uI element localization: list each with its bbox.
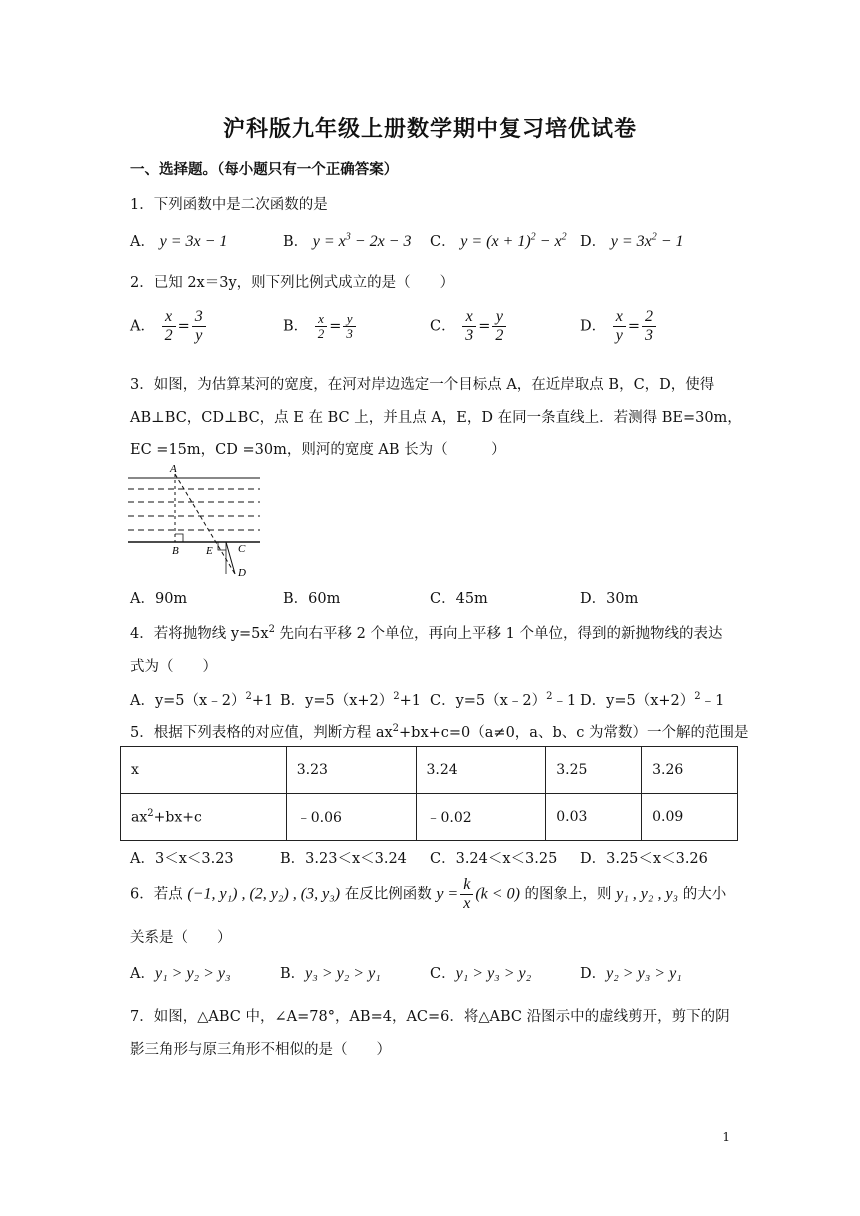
q5-option-c: C．3.24＜x＜3.25 [430, 851, 558, 867]
fig-label-b: B [172, 545, 179, 557]
q1-option-c: C． $y = (x + 1)^2 - x^2$ [430, 231, 567, 250]
q6-option-d: D．y₂ > y₃ > y₁ [580, 965, 682, 982]
q2-option-b: B． $\frac{x}{2}$ = $\frac{y}{3}$ [283, 312, 358, 341]
question-1-stem: 1．下列函数中是二次函数的是 [130, 197, 328, 213]
q1-option-b: B． $y = x^3 - 2x - 3$ [283, 231, 412, 250]
value-table [120, 746, 738, 841]
table-row [121, 794, 738, 841]
q3-option-b: B．60m [283, 591, 341, 607]
table-cell: 3.23 [286, 747, 416, 794]
table-cell: 0.09 [642, 794, 738, 841]
question-4-line-1: 4．若将抛物线 $y=5x^2$ 先向右平移 2 个单位，再向上平移 1 个单位，得到的新抛物线的表达 [130, 624, 723, 642]
page-number: 1 [722, 1130, 730, 1144]
river-width-figure [128, 462, 263, 580]
table-cell: x [121, 747, 287, 794]
q1-option-a: A． y = 3x − 1 [130, 233, 228, 250]
table-row [121, 747, 738, 794]
q5-option-a: A．3＜x＜3.23 [130, 851, 234, 867]
question-2-stem: 2．已知 2x＝3y，则下列比例式成立的是（ ） [130, 275, 455, 291]
q6-option-b: B．y₃ > y₂ > y₁ [280, 965, 381, 982]
fig-label-e: E [206, 545, 213, 557]
q2-option-c: C． $\frac{x}{3}$ = $\frac{y}{2}$ [430, 308, 508, 345]
q4-option-a: A．y=5（x﹣2）$^2$+1 [130, 691, 274, 709]
table-cell: 0.03 [546, 794, 642, 841]
table-cell: 3.24 [416, 747, 546, 794]
q2-option-a: A． $\frac{x}{2}$ = $\frac{3}{y}$ [130, 308, 208, 345]
q3-option-c: C．45m [430, 591, 488, 607]
fig-label-d: D [238, 567, 246, 579]
q6-option-a: A．y₁ > y₂ > y₃ [130, 965, 231, 982]
question-3-line-3: EC =15m，CD =30m，则河的宽度 AB 长为（ ） [130, 442, 506, 458]
question-7-line-2: 影三角形与原三角形不相似的是（ ） [130, 1042, 391, 1058]
question-7-line-1: 7．如图，△ABC 中，∠A=78°，AB=4，AC=6．将△ABC 沿图示中的虚线剪开，剪下的阴 [130, 1009, 730, 1025]
q3-option-d: D．30m [580, 591, 639, 607]
q4-option-b: B．$y=5(x+2)^2+1$ [280, 691, 422, 709]
q2-option-d: D． $\frac{x}{y}$ = $\frac{2}{3}$ [580, 308, 658, 345]
question-6-line-2: 关系是（ ） [130, 930, 232, 946]
question-3-line-2: AB⊥BC，CD⊥BC，点 E 在 BC 上，并且点 A，E，D 在同一条直线上．若测得 BE=30m， [130, 410, 742, 426]
question-3-line-1: 3．如图，为估算某河的宽度，在河对岸边选定一个目标点 A，在近岸取点 B，C，D，使得 [130, 377, 715, 393]
question-6-line-1: 6．若点 (−1, y₁) , (2, y₂) , (3, y₃) 在反比例函数 y = $\frac{k}{x}$ (k < 0) 的图象上，则 y₁ , y₂ , y₃ 的大小 [130, 876, 727, 912]
fig-label-c: C [238, 543, 246, 555]
fig-label-a: A [170, 463, 177, 475]
q6-option-c: C．y₁ > y₃ > y₂ [430, 965, 532, 982]
q3-option-a: A．90m [130, 591, 188, 607]
q5-option-d: D．3.25＜x＜3.26 [580, 851, 708, 867]
q4-option-c: C．y=5（x﹣2）$^2$﹣1 [430, 691, 577, 709]
table-cell: 3.25 [546, 747, 642, 794]
table-cell: 3.26 [642, 747, 738, 794]
table-cell: $ax^2+bx+c$ [121, 794, 287, 841]
page-title: 沪科版九年级上册数学期中复习培优试卷 [222, 116, 637, 142]
table-cell: ﹣0.02 [416, 794, 546, 841]
q5-option-b: B．3.23＜x＜3.24 [280, 851, 407, 867]
question-5-stem: 5．根据下列表格的对应值，判断方程 $ax^2+bx+c=0(a\ne 0$，a、b、c 为常数）一个解的范围是 [130, 723, 749, 741]
table-cell: ﹣0.06 [286, 794, 416, 841]
q1-option-d: D． $y = 3x^2 - 1$ [580, 231, 684, 250]
section-heading: 一、选择题。（每小题只有一个正确答案） [130, 161, 399, 178]
q4-option-d: D．$y=5(x+2)^2﹣1$ [580, 691, 725, 709]
question-4-line-2: 式为（ ） [130, 659, 217, 675]
